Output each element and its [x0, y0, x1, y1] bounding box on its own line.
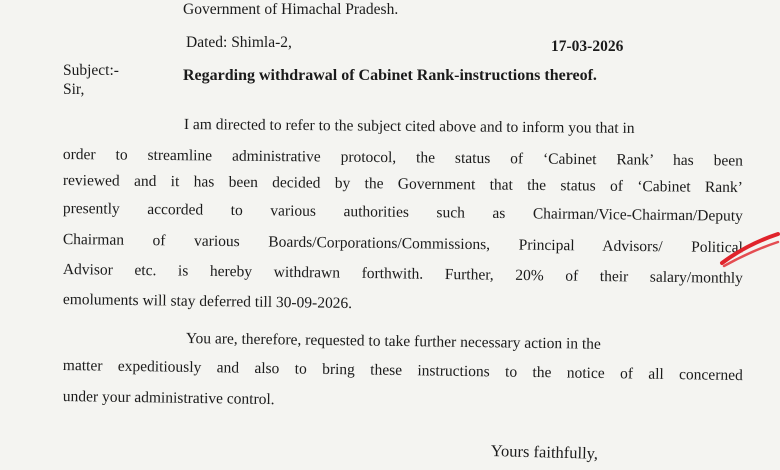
paragraph-1-line-1: I am directed to refer to the subject cited above and to inform you that in [183, 116, 635, 137]
paragraph-2-line-3: under your administrative control. [62, 388, 275, 409]
closing-yours-faithfully: Yours faithfully, [490, 441, 599, 463]
letter-date: 17-03-2026 [551, 38, 624, 55]
paragraph-2-line-2: matter expeditiously and also to bring these instructions to the notice of all concerned [62, 357, 743, 385]
paragraph-1-line-3: reviewed and it has been decided by the Government that the status of ‘Cabinet Rank’ [62, 172, 743, 197]
paragraph-1-line-5: Chairman of various Boards/Corporations/Commissions, Principal Advisors/ Political [62, 231, 743, 257]
paragraph-1-line-2: order to streamline administrative protocol, the status of ‘Cabinet Rank’ has been [62, 146, 743, 170]
paragraph-1-line-4: presently accorded to various authorities such as Chairman/Vice-Chairman/Deputy [62, 200, 743, 225]
government-heading: Government of Himachal Pradesh. [183, 1, 399, 18]
subject-text: Regarding withdrawal of Cabinet Rank-instructions thereof. [183, 67, 597, 84]
dated-label: Dated: Shimla-2, [186, 34, 292, 51]
subject-label: Subject:- [63, 62, 119, 79]
paragraph-2-line-1: You are, therefore, requested to take further necessary action in the [185, 330, 602, 353]
paragraph-1-line-6: Advisor etc. is hereby withdrawn forthwith. Further, 20% of their salary/monthly [62, 261, 743, 287]
salutation: Sir, [63, 81, 85, 98]
paragraph-1-line-7: emoluments will stay deferred till 30-09-2026. [62, 291, 353, 313]
